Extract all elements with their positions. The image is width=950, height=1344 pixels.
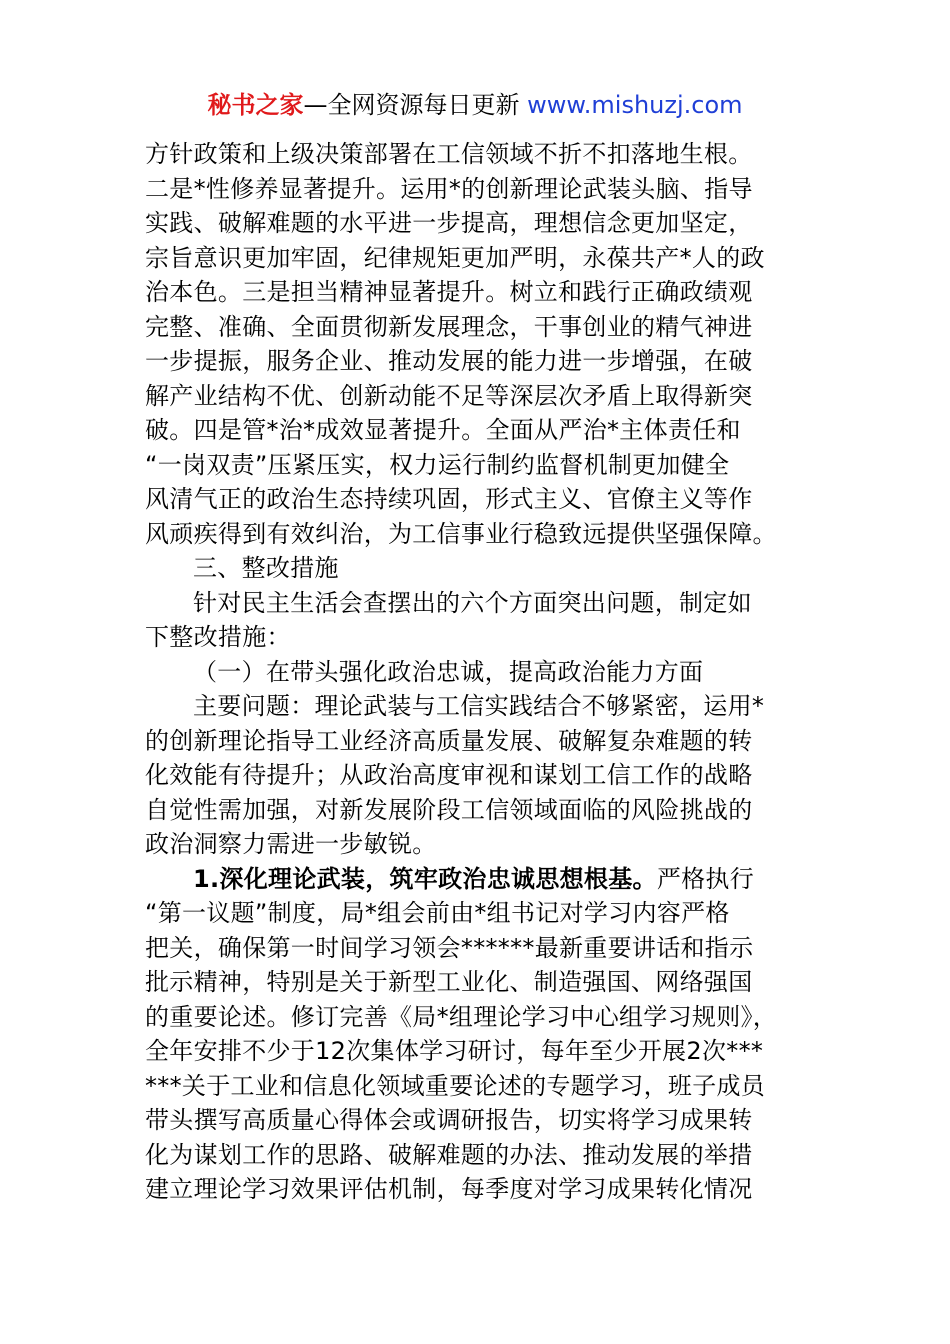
text-line: 方针政策和上级决策部署在工信领域不折不扣落地生根。: [145, 140, 753, 168]
page-header: [0, 88, 950, 122]
text-line: “第一议题”制度，局*组会前由*组书记对学习内容严格: [145, 899, 730, 927]
text-line: 建立理论学习效果评估机制，每季度对学习成果转化情况: [145, 1175, 753, 1203]
text-line: 实践、破解难题的水平进一步提高，理想信念更加坚定，: [145, 209, 753, 237]
text-line: 带头撰写高质量心得体会或调研报告，切实将学习成果转: [145, 1106, 753, 1134]
text-line: “一岗双责”压紧压实，权力运行制约监督机制更加健全: [145, 450, 730, 479]
text-line: 的重要论述。修订完善《局*组理论学习中心组学习规则》，: [145, 1002, 778, 1031]
text-line: 风顽疾得到有效纠治，为工信事业行稳致远提供坚强保障。: [145, 519, 777, 548]
text-line: 化为谋划工作的思路、破解难题的办法、推动发展的举措: [145, 1140, 753, 1169]
subsection-heading: （一）在带头强化政治忠诚，提高政治能力方面: [193, 657, 704, 686]
header-url-link[interactable]: www.mishuzj.com: [527, 91, 743, 119]
text-line: 把关，确保第一时间学习领会******最新重要讲话和指示: [145, 933, 754, 962]
header-brand: 秘书之家: [207, 91, 304, 119]
paragraph-start-line: 主要问题：理论武装与工信实践结合不够紧密，运用*: [193, 692, 765, 720]
text-line: 风清气正的政治生态持续巩固，形式主义、官僚主义等作: [145, 485, 753, 513]
text-line: 全年安排不少于12次集体学习研讨，每年至少开展2次***: [145, 1037, 764, 1065]
paragraph-start-line: 针对民主生活会查摆出的六个方面突出问题，制定如: [193, 588, 752, 617]
text-line: 破。四是管*治*成效显著提升。全面从严治*主体责任和: [145, 416, 741, 444]
header-slogan: —全网资源每日更新: [303, 91, 528, 119]
text-line: 完整、准确、全面贯彻新发展理念，干事创业的精气神进: [145, 312, 753, 341]
text-line: 批示精神，特别是关于新型工业化、制造强国、网络强国: [145, 968, 753, 996]
text-line: 解产业结构不优、创新动能不足等深层次矛盾上取得新突: [145, 381, 753, 410]
text-line: 一步提振，服务企业、推动发展的能力进一步增强，在破: [145, 347, 753, 375]
text-line: 自觉性需加强，对新发展阶段工信领域面临的风险挑战的: [145, 795, 753, 824]
document-body: [145, 137, 825, 1207]
section-heading: 三、整改措施: [193, 554, 339, 582]
text-line: 二是*性修养显著提升。运用*的创新理论武装头脑、指导: [145, 174, 753, 203]
item-heading-continuation: 严格执行: [656, 864, 755, 893]
text-line: ***关于工业和信息化领域重要论述的专题学习，班子成员: [145, 1071, 766, 1100]
text-line: 政治洞察力需进一步敏锐。: [145, 830, 437, 858]
item-heading: 1.深化理论武装，筑牢政治忠诚思想根基。: [193, 864, 657, 893]
text-line: 化效能有待提升；从政治高度审视和谋划工信工作的战略: [145, 761, 753, 789]
text-line: 宗旨意识更加牢固，纪律规矩更加严明，永葆共产*人的政: [145, 243, 765, 272]
text-line: 下整改措施：: [145, 623, 291, 651]
text-line: 的创新理论指导工业经济高质量发展、破解复杂难题的转: [145, 726, 753, 755]
item-heading-line: [145, 862, 825, 897]
text-line: 治本色。三是担当精神显著提升。树立和践行正确政绩观: [145, 278, 753, 306]
